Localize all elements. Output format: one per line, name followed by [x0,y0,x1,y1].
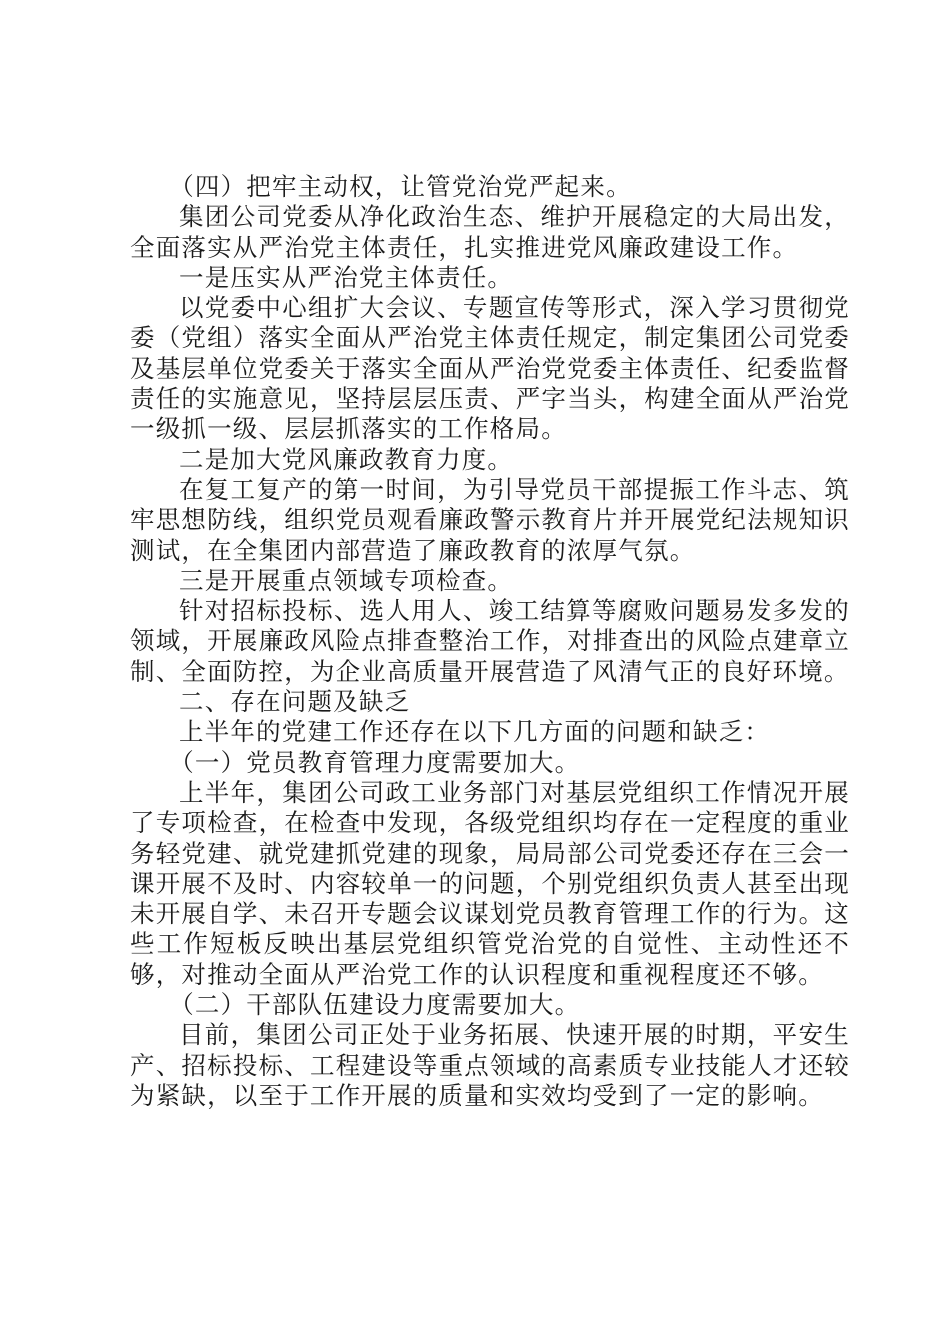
sub-heading: （一）党员教育管理力度需要加大。 [169,747,581,777]
sub-heading: （二）干部队伍建设力度需要加大。 [169,990,581,1020]
sub-heading: 三是开展重点领域专项检查。 [179,565,514,595]
paragraph: 针对招标投标、选人用人、竣工结算等腐败问题易发多发的领域，开展廉政风险点排查整治工作，对排查出的风险点建章立制、全面防控，为企业高质量开展营造了风清气正的良好环境。 [130,596,850,686]
section-heading-2: 二、存在问题及缺乏 [179,687,411,717]
paragraph: 以党委中心组扩大会议、专题宣传等形式，深入学习贯彻党委（党组）落实全面从严治党主体责任规定，制定集团公司党委及基层单位党委关于落实全面从严治党党委主体责任、纪委监督责任的实施意见，坚持层层压责、严字当头，构建全面从严治党一级抓一级、层层抓落实的工作格局。 [130,293,850,444]
paragraph: 上半年的党建工作还存在以下几方面的问题和缺乏： [179,717,771,747]
sub-heading: 一是压实从严治党主体责任。 [179,262,514,292]
paragraph: 目前，集团公司正处于业务拓展、快速开展的时期，平安生产、招标投标、工程建设等重点领域的高素质专业技能人才还较为紧缺，以至于工作开展的质量和实效均受到了一定的影响。 [130,1020,850,1110]
paragraph: 集团公司党委从净化政治生态、维护开展稳定的大局出发，全面落实从严治党主体责任，扎实推进党风廉政建设工作。 [130,202,850,262]
paragraph: 在复工复产的第一时间，为引导党员干部提振工作斗志、筑牢思想防线，组织党员观看廉政警示教育片并开展党纪法规知识测试，在全集团内部营造了廉政教育的浓厚气氛。 [130,474,850,565]
sub-heading: 二是加大党风廉政教育力度。 [179,444,514,474]
paragraph: 上半年，集团公司政工业务部门对基层党组织工作情况开展了专项检查，在检查中发现，各级党组织均存在一定程度的重业务轻党建、就党建抓党建的现象，局局部公司党委还存在三会一课开展不及时、内容较单一的问题，个别党组织负责人甚至出现未开展自学、未召开专题会议谋划党员教育管理工作的行为。这些工作短板反映出基层党组织管党治党的自觉性、主动性还不够，对推动全面从严治党工作的认识程度和重视程度还不够。 [130,777,850,989]
section-heading-4: （四）把牢主动权，让管党治党严起来。 [169,172,632,201]
document-body [130,172,850,1111]
